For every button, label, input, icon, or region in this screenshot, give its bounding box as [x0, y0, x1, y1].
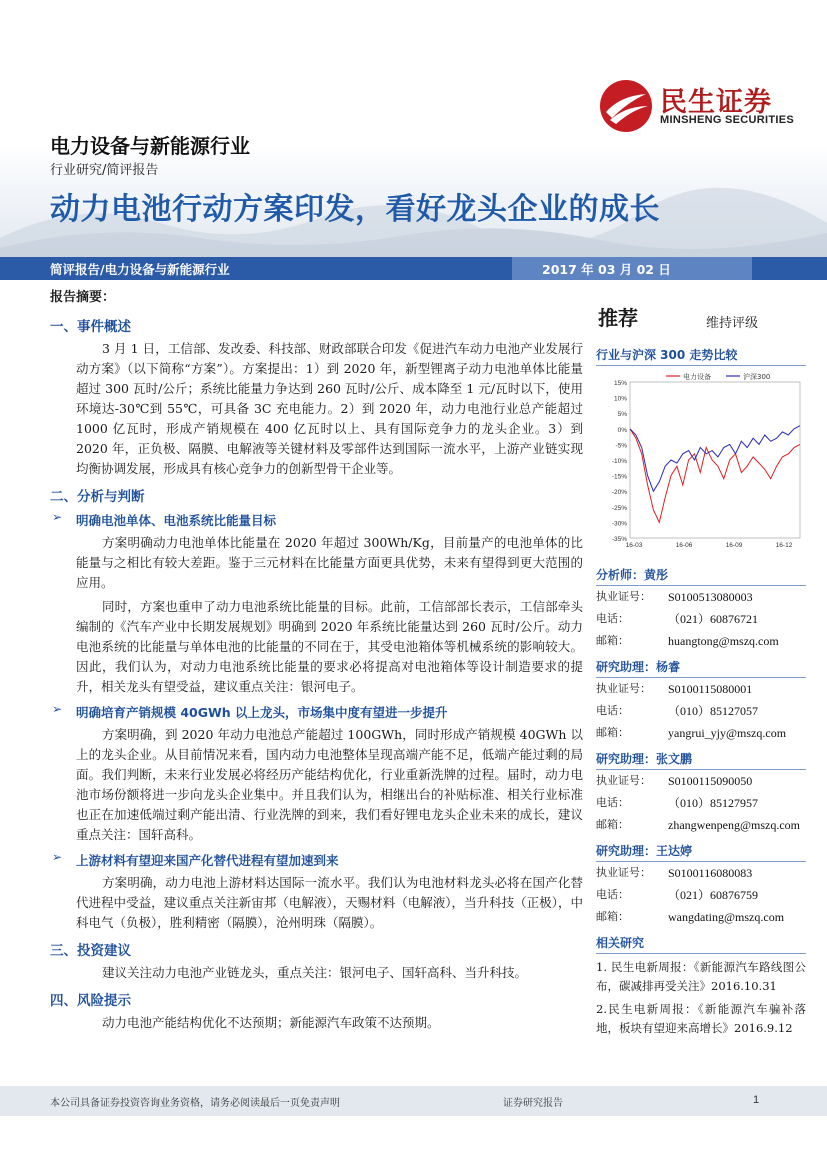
- trend-chart-svg: [596, 370, 804, 560]
- arrow-bullet-icon: ➢: [52, 510, 63, 524]
- analyst-block: [596, 750, 806, 836]
- chart-y-tick-label: -20%: [611, 489, 627, 497]
- abstract-title: 报告摘要：: [50, 290, 116, 305]
- chart-legend-label: 电力设备: [683, 373, 711, 381]
- analyst-email-link: wangdating@mszq.com: [668, 910, 785, 924]
- analyst-email-row[interactable]: 邮箱： zhangwenpeng@mszq.com: [596, 814, 806, 836]
- brand-logo: [598, 78, 798, 134]
- chart-y-tick-label: -25%: [611, 504, 627, 512]
- arrow-bullet-icon: ➢: [52, 850, 63, 864]
- analyst-phone-row: 电话： （021）60876721: [596, 612, 759, 626]
- section-title-risk: 四、风险提示: [50, 993, 131, 1009]
- page-number: 1: [753, 1094, 760, 1106]
- related-research-title: 相关研究: [596, 934, 806, 954]
- report-title: 动力电池行动方案印发，看好龙头企业的成长: [50, 192, 660, 227]
- rating-main: 推荐: [598, 306, 638, 330]
- footer: [0, 1086, 827, 1116]
- analyst-role-name: 分析师：黄彤: [596, 566, 806, 586]
- chart-title: 行业与沪深 300 走势比较: [596, 346, 806, 366]
- related-research-item[interactable]: 2.民生电新周报：《新能源汽车骗补落地，板块有望迎来高增长》2016.9.12: [596, 1002, 806, 1035]
- analyst-email-link: zhangwenpeng@mszq.com: [668, 818, 801, 832]
- header-banner: [0, 0, 827, 258]
- chart-y-tick-label: -35%: [611, 536, 627, 543]
- sidebar: [596, 300, 806, 1038]
- section-title-event: 一、事件概述: [50, 319, 131, 335]
- subsection-title-text: 明确培育产销规模 40GWh 以上龙头，市场集中度有望进一步提升: [76, 705, 448, 720]
- subsection-title-text: 上游材料有望迎来国产化替代进程有望加速到来: [76, 853, 339, 868]
- chart-x-tick-label: 16-12: [775, 542, 793, 549]
- chart-y-tick-label: 5%: [617, 411, 627, 419]
- chart-y-tick-label: -5%: [615, 442, 627, 450]
- trend-chart: [596, 370, 804, 560]
- chart-series-line-industry: [630, 429, 800, 523]
- footer-disclaimer[interactable]: 本公司具备证券投资咨询业务资格，请务必阅读最后一页免责声明: [50, 1098, 340, 1109]
- analyst-phone-row: 电话： （021）60876759: [596, 888, 759, 902]
- section-title-analysis: 二、分析与判断: [50, 489, 145, 505]
- report-date: 2017 年 03 月 02 日: [542, 262, 671, 277]
- brand-name-en: MINSHENG SECURITIES: [660, 114, 795, 126]
- analyst-role-name: 研究助理：王达婷: [596, 842, 806, 862]
- subsection-title: [50, 511, 583, 529]
- rating-block: [596, 300, 806, 336]
- chart-x-tick-label: 16-06: [675, 542, 693, 549]
- section-paragraph: 方案明确，动力电池上游材料达国际一流水平。我们认为电池材料龙头必将在国产化替代进程中受益，建议重点关注新宙邦（电解液），天赐材料（电解液），当升科技（正极），中科电气（负极），胜利精密（隔膜），沧州明珠（隔膜）。: [76, 875, 583, 930]
- chart-y-tick-label: 10%: [613, 395, 627, 403]
- minsheng-logo-icon: [598, 78, 654, 134]
- subsection-title: [50, 703, 583, 721]
- analyst-phone-row: 电话： （010）85127057: [596, 704, 759, 718]
- analyst-license-row: 执业证号： S0100116080083: [596, 866, 753, 880]
- analyst-block: [596, 566, 806, 652]
- report-info-bar: [0, 257, 827, 280]
- related-research-item[interactable]: 1. 民生电新周报：《新能源汽车路线图公布，碳减排再受关注》2016.10.31: [596, 960, 806, 993]
- report-type: 行业研究/简评报告: [50, 163, 159, 178]
- analyst-email-link: yangrui_yjy@mszq.com: [668, 726, 787, 740]
- chart-series-line-hs300: [630, 426, 800, 492]
- brand-name-cn: 民生证券: [660, 87, 772, 118]
- analyst-role-name: 研究助理：张文鹏: [596, 750, 806, 770]
- date-block: [512, 257, 752, 280]
- arrow-bullet-icon: ➢: [52, 702, 63, 716]
- analyst-role-name: 研究助理：杨睿: [596, 658, 806, 678]
- industry-label: 电力设备与新能源行业: [50, 134, 250, 158]
- section-title-investment: 三、投资建议: [50, 943, 131, 959]
- analyst-license-row: 执业证号： S0100513080003: [596, 590, 753, 604]
- chart-y-tick-label: -10%: [611, 458, 627, 465]
- chart-y-tick-label: -15%: [611, 473, 627, 481]
- chart-x-tick-label: 16-03: [625, 542, 643, 549]
- section-paragraph: 3 月 1 日，工信部、发改委、科技部、财政部联合印发《促进汽车动力电池产业发展行动方案》（以下简称“方案”）。方案提出：1）到 2020 年，新型锂离子动力电池单体比能量超过 300 瓦时/公斤；系统比能量力争达到 260 瓦时/公斤、成本降至 1 元/瓦时以下，使用环境达-30℃到 55℃，可具备 3C 充电能力。2）到 2020 年，动力电池行业总产能超过 1000 亿瓦时，形成产销规模在 400 亿瓦时以上、具有国际竞争力的龙头企业。3）到 2020 年，正负极、隔膜、电解液等关键材料及零部件达到国际一流水平，上游产业链实现均衡协调发展，形成具有核心竞争力的创新型骨干企业等。: [76, 341, 583, 476]
- section-paragraph: 方案明确动力电池单体比能量在 2020 年超过 300Wh/Kg，目前量产的电池单体的比能量与之相比有较大差距。鉴于三元材料在比能量方面更具优势，未来有望得到更大范围的应用。: [76, 535, 583, 590]
- chart-y-tick-label: -30%: [611, 520, 627, 528]
- chart-legend-label: 沪深300: [743, 373, 771, 381]
- subsection-title-text: 明确电池单体、电池系统比能量目标: [76, 513, 277, 528]
- section-paragraph: 同时，方案也重申了动力电池系统比能量的目标。此前，工信部部长表示，工信部牵头编制的《汽车产业中长期发展规划》明确到 2020 年系统比能量达到 260 瓦时/公斤。动力电池系统的比能量与单体电池的比能量的不同在于，其受电池箱体等机械系统的影响较大。因此，我们认为，对动力电池系统比能量的要求必将提高对电池箱体等设计制造要求的提升，相关龙头有望受益，建议重点关注：银河电子。: [76, 599, 583, 694]
- rating-sub: 维持评级: [706, 316, 759, 331]
- footer-label: 证券研究报告: [503, 1098, 563, 1109]
- report-category: 简评报告/电力设备与新能源行业: [50, 262, 230, 277]
- analyst-email-row[interactable]: 邮箱： wangdating@mszq.com: [596, 906, 806, 928]
- analyst-license-row: 执业证号： S0100115080001: [596, 682, 753, 696]
- subsection-title: [50, 851, 583, 869]
- section-paragraph: 建议关注动力电池产业链龙头，重点关注：银河电子、国轩高科、当升科技。: [102, 965, 528, 980]
- analyst-block: [596, 842, 806, 928]
- analyst-email-row[interactable]: 邮箱： huangtong@mszq.com: [596, 630, 806, 652]
- main-content: [50, 286, 583, 1037]
- analyst-email-row[interactable]: 邮箱： yangrui_yjy@mszq.com: [596, 722, 806, 744]
- analyst-email-link: huangtong@mszq.com: [668, 634, 779, 648]
- analyst-block: [596, 658, 806, 744]
- analyst-license-row: 执业证号： S0100115090050: [596, 774, 753, 788]
- section-paragraph: 动力电池产能结构优化不达预期；新能源汽车政策不达预期。: [102, 1015, 440, 1030]
- section-paragraph: 方案明确，到 2020 年动力电池总产能超过 100GWh，同时形成产销规模 40GWh 以上的龙头企业。从目前情况来看，国内动力电池整体呈现高端产能不足，低端产能过剩的局面。我们判断，未来行业发展必将经历产能结构优化，行业重新洗牌的过程。届时，动力电池市场份额将进一步向龙头企业集中。并且我们认为，相继出台的补贴标准、相关行业标准也正在加速低端过剩产能出清、行业洗牌的到来，我们看好锂电龙头企业未来的成长，建议重点关注：国轩高科。: [76, 727, 583, 842]
- chart-y-tick-label: 0%: [617, 426, 627, 434]
- chart-y-tick-label: 15%: [613, 380, 627, 387]
- analyst-phone-row: 电话： （010）85127957: [596, 796, 759, 810]
- chart-x-tick-label: 16-09: [725, 542, 743, 549]
